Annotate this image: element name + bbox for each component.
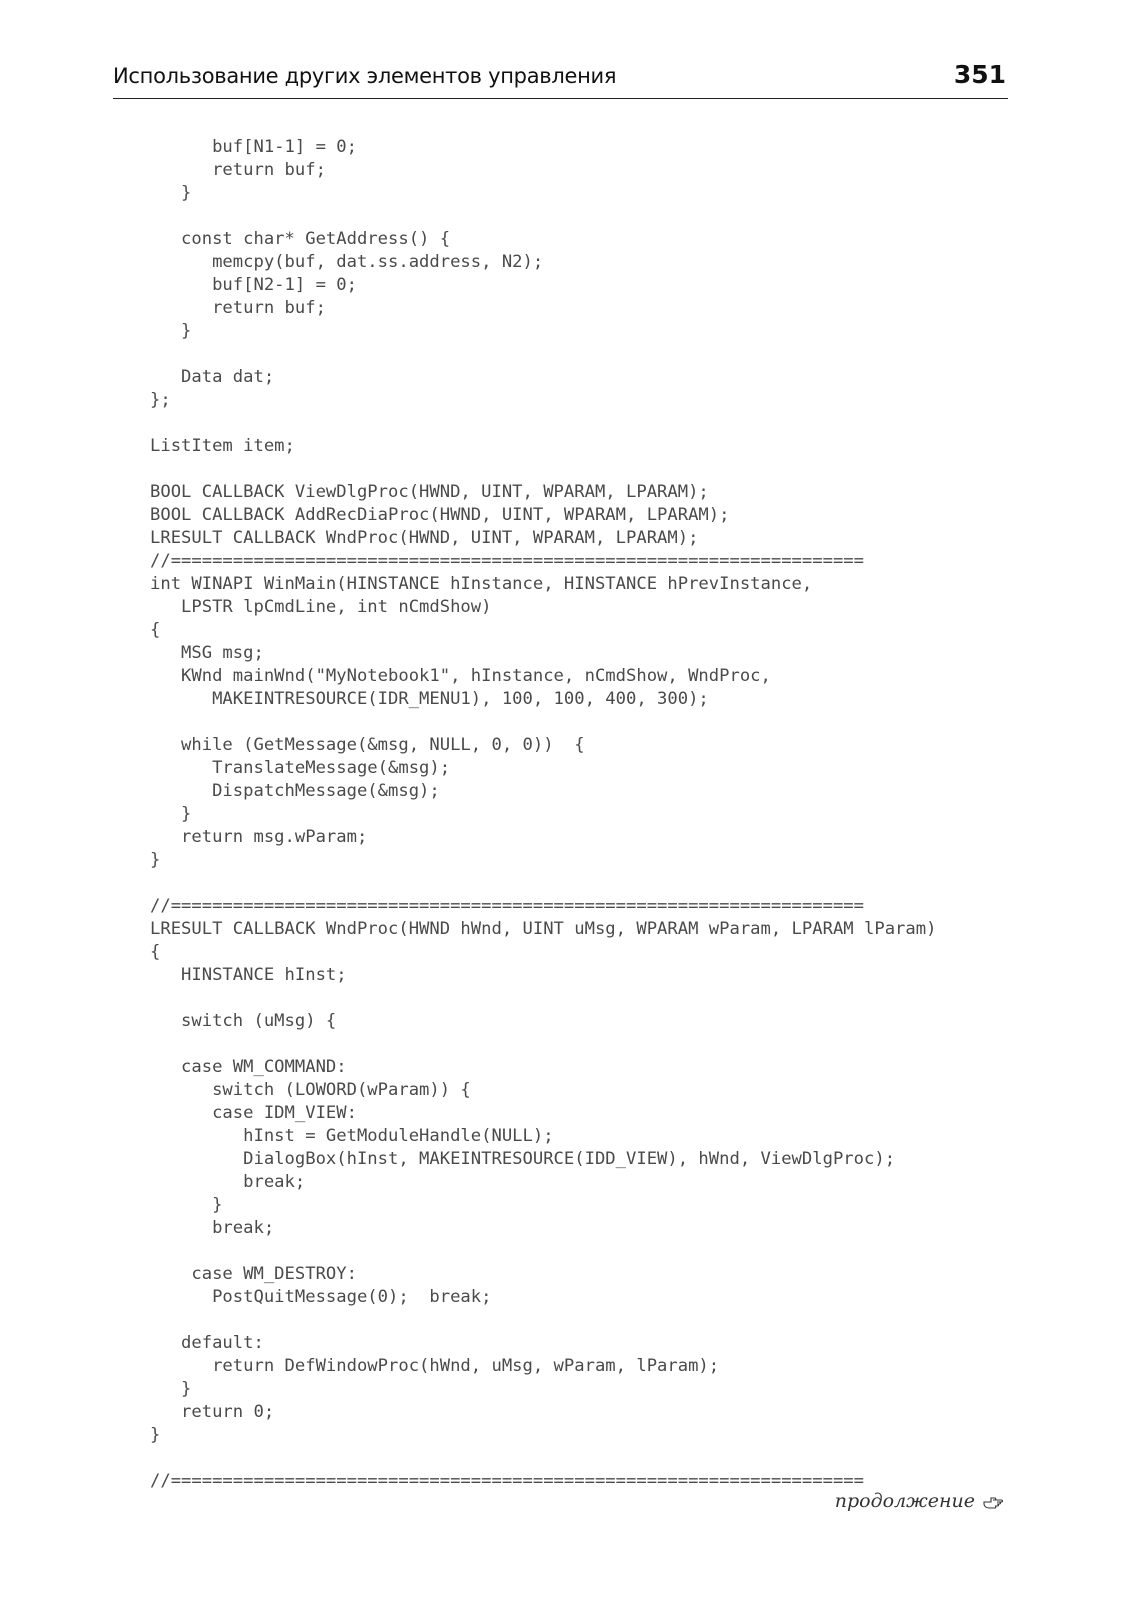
code-line: //=================================================================== [150, 896, 864, 916]
continuation-note [835, 1490, 1005, 1512]
code-line: HINSTANCE hInst; [150, 965, 347, 985]
code-line: } [150, 1425, 161, 1445]
code-line [150, 872, 936, 895]
code-line: LRESULT CALLBACK WndProc(HWND hWnd, UINT uMsg, WPARAM wParam, LPARAM lParam) [150, 919, 937, 939]
pointing-hand-icon [983, 1493, 1005, 1509]
code-line: { [150, 942, 161, 962]
code-line [150, 1447, 936, 1470]
code-line: DispatchMessage(&msg); [150, 781, 440, 801]
code-line: //=================================================================== [150, 551, 864, 571]
code-line: int WINAPI WinMain(HINSTANCE hInstance, HINSTANCE hPrevInstance, [150, 574, 813, 594]
code-line: default: [150, 1333, 264, 1353]
code-line: PostQuitMessage(0); break; [150, 1287, 492, 1307]
code-line: } [150, 804, 192, 824]
code-line: return DefWindowProc(hWnd, uMsg, wParam, lParam); [150, 1356, 720, 1376]
code-listing [150, 136, 936, 1493]
running-header [113, 62, 1008, 99]
code-line: }; [150, 390, 171, 410]
code-line: break; [150, 1172, 306, 1192]
code-line: case IDM_VIEW: [150, 1103, 357, 1123]
code-line: memcpy(buf, dat.ss.address, N2); [150, 252, 544, 272]
code-line [150, 1240, 936, 1263]
code-line: BOOL CALLBACK ViewDlgProc(HWND, UINT, WPARAM, LPARAM); [150, 482, 709, 502]
code-line: } [150, 1379, 192, 1399]
code-line: //=================================================================== [150, 1471, 864, 1491]
code-line [150, 1033, 936, 1056]
code-line: TranslateMessage(&msg); [150, 758, 451, 778]
code-line: } [150, 321, 192, 341]
code-line: buf[N2-1] = 0; [150, 275, 357, 295]
code-line [150, 1309, 936, 1332]
code-line: return msg.wParam; [150, 827, 368, 847]
code-line [150, 412, 936, 435]
code-line: switch (LOWORD(wParam)) { [150, 1080, 471, 1100]
code-line [150, 987, 936, 1010]
code-line: ListItem item; [150, 436, 295, 456]
code-line: const char* GetAddress() { [150, 229, 451, 249]
code-line: case WM_DESTROY: [150, 1264, 357, 1284]
code-line: } [150, 850, 161, 870]
continuation-label: продолжение [834, 1490, 975, 1512]
code-line: { [150, 620, 161, 640]
code-line: DialogBox(hInst, MAKEINTRESOURCE(IDD_VIEW), hWnd, ViewDlgProc); [150, 1149, 896, 1169]
code-line: LRESULT CALLBACK WndProc(HWND, UINT, WPARAM, LPARAM); [150, 528, 699, 548]
code-line [150, 458, 936, 481]
code-line: return buf; [150, 160, 326, 180]
code-line: break; [150, 1218, 275, 1238]
code-line: KWnd mainWnd("MyNotebook1", hInstance, nCmdShow, WndProc, [150, 666, 771, 686]
code-line: switch (uMsg) { [150, 1011, 337, 1031]
code-line [150, 205, 936, 228]
code-line: return 0; [150, 1402, 275, 1422]
code-line: case WM_COMMAND: [150, 1057, 347, 1077]
code-line: } [150, 183, 192, 203]
code-line: BOOL CALLBACK AddRecDiaProc(HWND, UINT, WPARAM, LPARAM); [150, 505, 730, 525]
code-line: buf[N1-1] = 0; [150, 137, 357, 157]
code-line: Data dat; [150, 367, 275, 387]
chapter-title: Использование других элементов управления [113, 64, 617, 88]
code-line: while (GetMessage(&msg, NULL, 0, 0)) { [150, 735, 585, 755]
code-line: return buf; [150, 298, 326, 318]
page-number: 351 [953, 60, 1006, 89]
code-line: hInst = GetModuleHandle(NULL); [150, 1126, 554, 1146]
code-line: MAKEINTRESOURCE(IDR_MENU1), 100, 100, 400, 300); [150, 689, 709, 709]
code-line: } [150, 1195, 223, 1215]
code-line [150, 343, 936, 366]
code-line: MSG msg; [150, 643, 264, 663]
code-line [150, 711, 936, 734]
code-line: LPSTR lpCmdLine, int nCmdShow) [150, 597, 492, 617]
